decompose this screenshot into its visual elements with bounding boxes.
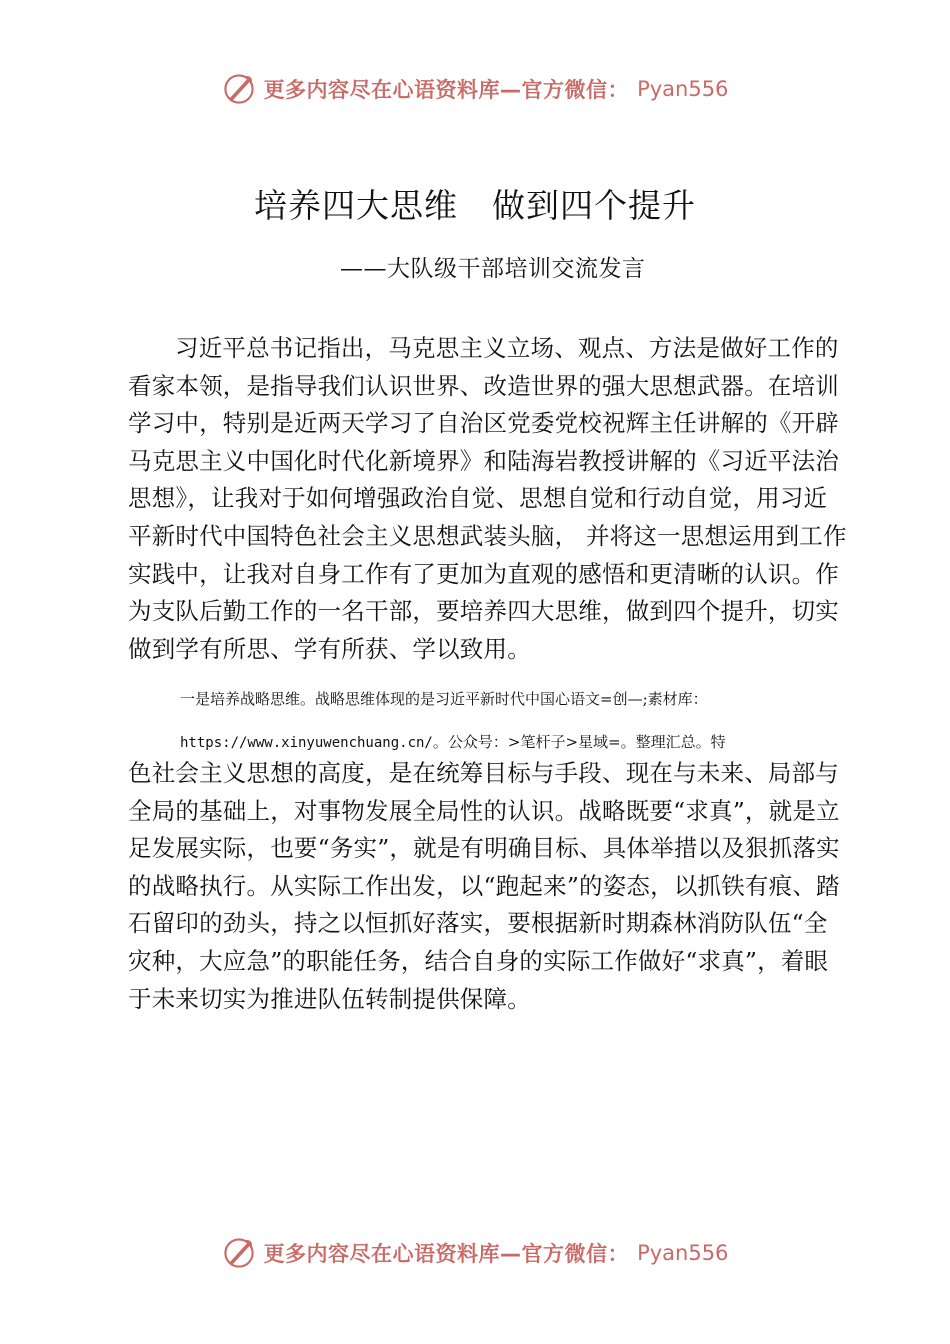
watermark-handle: Pyan556 bbox=[637, 77, 729, 101]
url-suffix: 。公众号：>笔杆子>星域=。整理汇总。特 bbox=[432, 733, 726, 751]
document-title: 培养四大思维 做到四个提升 bbox=[254, 186, 696, 225]
watermark-text: 更多内容尽在心语资料库—官方微信： bbox=[263, 1242, 630, 1266]
paragraph-small-line: 一是培养战略思维。战略思维体现的是习近平新时代中国心语文=创—;素材库： bbox=[180, 690, 708, 708]
quill-pen-logo-icon bbox=[222, 72, 256, 106]
url-line bbox=[180, 731, 726, 752]
paragraph-strategy: 色社会主义思想的高度，是在统筹目标与手段、现在与未来、局部与全局的基础上，对事物发展全局性的认识。战略既要“求真”，就是立足发展实际，也要“务实”，就是有明确目标、具体举措以及狠抓落实的战略执行。从实际工作出发，以“跑起来”的姿态，以抓铁有痕、踏石留印的劲头，持之以恒抓好落实，要根据新时期森林消防队伍“全灾种，大应急”的职能任务，结合自身的实际工作做好“求真”，着眼于未来切实为推进队伍转制提供保障。 bbox=[128, 759, 840, 1013]
watermark-footer bbox=[0, 1236, 950, 1270]
quill-pen-logo-icon bbox=[222, 1236, 256, 1270]
watermark-text: 更多内容尽在心语资料库—官方微信： bbox=[263, 78, 630, 102]
source-url: https://www.xinyuwenchuang.cn/ bbox=[180, 735, 433, 751]
watermark-handle: Pyan556 bbox=[637, 1241, 729, 1265]
paragraph-intro: 习近平总书记指出，马克思主义立场、观点、方法是做好工作的看家本领，是指导我们认识世界、改造世界的强大思想武器。在培训学习中，特别是近两天学习了自治区党委党校祝辉主任讲解的《开辟马克思主义中国化时代化新境界》和陆海岩教授讲解的《习近平法治思想》，让我对于如何增强政治自觉、思想自觉和行动自觉，用习近平新时代中国特色社会主义思想武装头脑， 并将这一思想运用到工作实践中，让我对自身工作有了更加为直观的感悟和更清晰的认识。作为支队后勤工作的一名干部，要培养四大思维，做到四个提升，切实做到学有所思、学有所获、学以致用。 bbox=[128, 334, 847, 663]
watermark-header bbox=[0, 72, 950, 106]
document-subtitle: ——大队级干部培训交流发言 bbox=[340, 256, 646, 282]
